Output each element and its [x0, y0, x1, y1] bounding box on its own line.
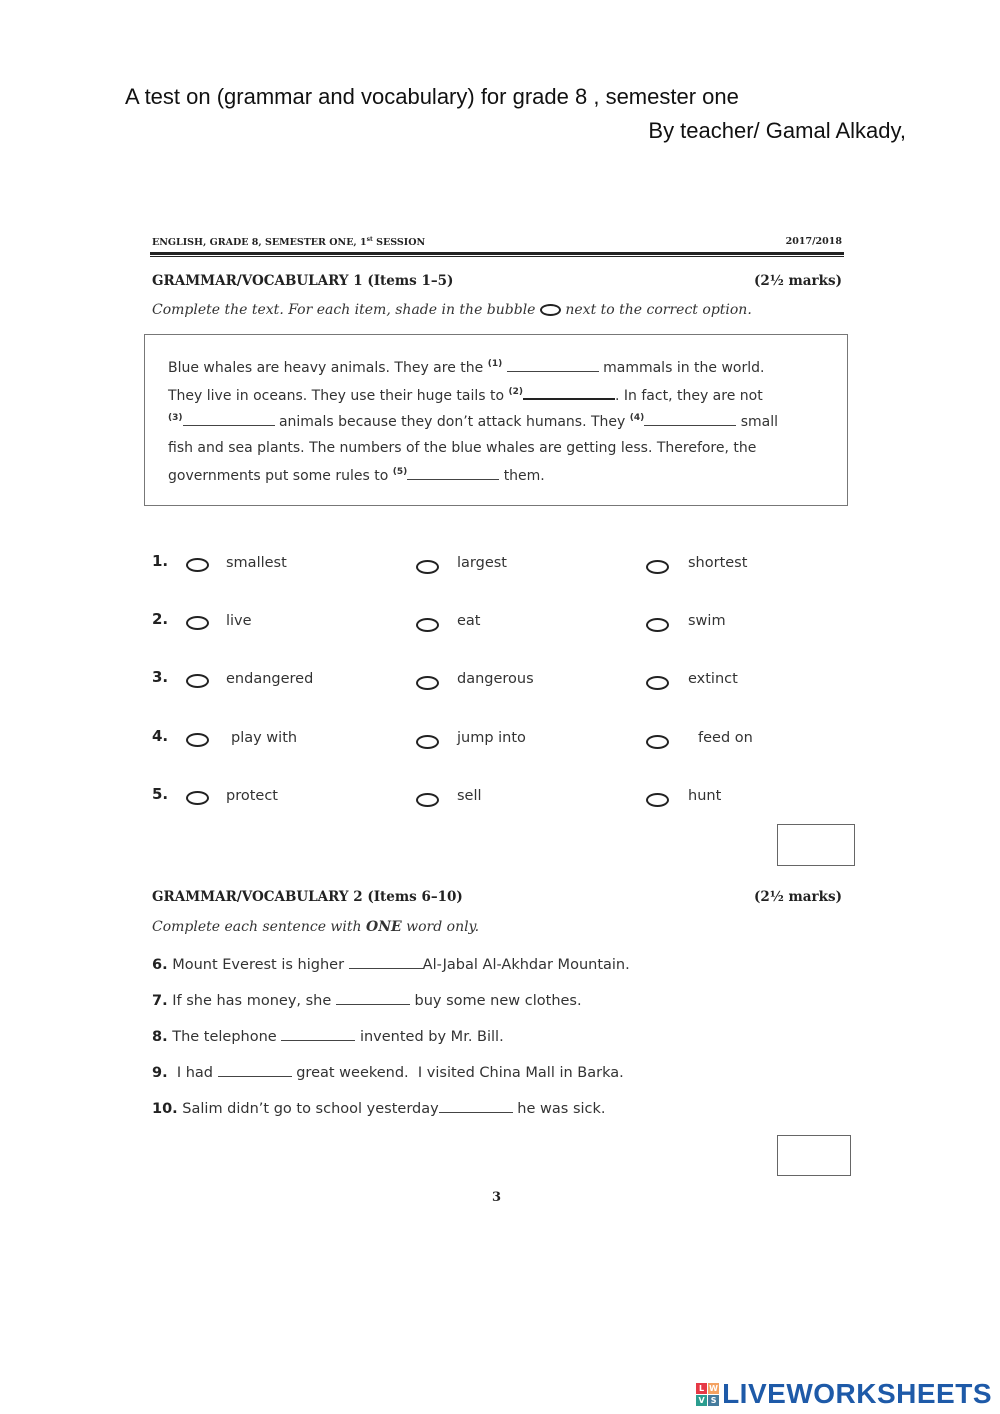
- answer-bubble[interactable]: [416, 793, 439, 807]
- logo-grid-icon: [696, 1383, 719, 1406]
- answer-bubble[interactable]: [186, 674, 209, 688]
- sentence-item: [152, 1028, 504, 1045]
- passage-text: animals because they don’t attack humans. They: [278, 414, 626, 430]
- passage-line-4: fish and sea plants. The numbers of the blue whales are getting less. Therefore, the: [168, 440, 757, 456]
- instruction-text-c: word only.: [401, 919, 480, 935]
- answer-option-label: hunt: [688, 788, 722, 804]
- passage-text: small: [740, 414, 779, 430]
- answer-option-label: largest: [457, 555, 507, 571]
- answer-option-label: play with: [231, 730, 298, 746]
- passage-line-3: [168, 413, 778, 430]
- liveworksheets-logo: [696, 1378, 992, 1410]
- answer-option-label: smallest: [226, 555, 287, 571]
- passage-text: . In fact, they are not: [615, 388, 763, 404]
- passage-line-2: [168, 386, 763, 404]
- blank-2[interactable]: [523, 386, 615, 400]
- blank-1[interactable]: [507, 359, 599, 372]
- blank-number-1: (1): [487, 359, 503, 369]
- exam-header-year: 2017/2018: [785, 236, 842, 247]
- passage-text: They live in oceans. They use their huge tails to: [168, 388, 505, 404]
- page-title: A test on (grammar and vocabulary) for grade 8 , semester one: [125, 84, 739, 109]
- logo-square: S: [708, 1395, 719, 1406]
- answer-option-label: protect: [226, 788, 278, 804]
- logo-square: W: [709, 1383, 718, 1393]
- section2-marks: (2½ marks): [753, 889, 842, 905]
- sentence-blank[interactable]: [281, 1028, 355, 1041]
- passage-text: governments put some rules to: [168, 468, 389, 484]
- answer-option-label: sell: [457, 788, 482, 804]
- header-rule-thin: [150, 256, 844, 257]
- section1-marks: (2½ marks): [753, 273, 842, 289]
- blank-number-4: (4): [629, 413, 645, 423]
- question-number: 2.: [152, 610, 169, 628]
- blank-number-3: (3): [168, 413, 183, 423]
- blank-number-5: (5): [392, 467, 408, 477]
- answer-bubble[interactable]: [646, 735, 669, 749]
- answer-bubble[interactable]: [416, 735, 439, 749]
- passage-line-1: [168, 359, 764, 376]
- answer-bubble[interactable]: [416, 560, 439, 574]
- answer-bubble[interactable]: [646, 618, 669, 632]
- sentence-text-before: Salim didn’t go to school yesterday: [177, 1101, 439, 1117]
- question-number: 3.: [152, 668, 169, 686]
- question-number: 5.: [152, 785, 169, 803]
- logo-square: L: [696, 1383, 707, 1394]
- sentence-text-after: invented by Mr. Bill.: [355, 1029, 504, 1045]
- blank-number-2: (2): [508, 387, 524, 397]
- passage-line-5: [168, 467, 545, 484]
- instruction-text-a: Complete each sentence with: [152, 919, 366, 935]
- passage-text: mammals in the world.: [603, 360, 765, 376]
- answer-bubble[interactable]: [646, 793, 669, 807]
- question-number: 4.: [152, 727, 169, 745]
- logo-square: V: [696, 1395, 707, 1406]
- answer-bubble[interactable]: [416, 618, 439, 632]
- sentence-number: 8.: [152, 1029, 168, 1045]
- answer-option-label: live: [226, 613, 252, 629]
- answer-option-label: extinct: [688, 671, 738, 687]
- answer-bubble[interactable]: [646, 560, 669, 574]
- answer-option-label: shortest: [688, 555, 748, 571]
- sentence-text-before: The telephone: [167, 1029, 282, 1045]
- blank-4[interactable]: [644, 413, 736, 426]
- sentence-item: [152, 1064, 624, 1081]
- instruction-text-b: next to the correct option.: [565, 302, 752, 318]
- blank-5[interactable]: [407, 467, 499, 480]
- score-box-2[interactable]: [777, 1135, 851, 1176]
- sentence-text-before: I had: [167, 1065, 218, 1081]
- sentence-blank[interactable]: [349, 956, 423, 969]
- answer-option-label: dangerous: [457, 671, 534, 687]
- answer-option-label: feed on: [698, 730, 753, 746]
- passage-box: [144, 334, 848, 506]
- answer-option-label: endangered: [226, 671, 314, 687]
- score-box-1[interactable]: [777, 824, 855, 866]
- sentence-text-after: Al-Jabal Al-Akhdar Mountain.: [422, 957, 630, 973]
- question-number: 1.: [152, 552, 169, 570]
- answer-bubble[interactable]: [186, 558, 209, 572]
- sentence-text-after: he was sick.: [512, 1101, 606, 1117]
- sentence-text-after: buy some new clothes.: [409, 993, 582, 1009]
- sentence-item: [152, 992, 582, 1009]
- sentence-number: 10.: [152, 1101, 178, 1117]
- answer-bubble[interactable]: [186, 616, 209, 630]
- sentence-blank[interactable]: [336, 992, 410, 1005]
- sentence-text-after: great weekend. I visited China Mall in Barka.: [291, 1065, 624, 1081]
- sentence-item: [152, 1100, 606, 1117]
- sentence-text-before: If she has money, she: [167, 993, 336, 1009]
- answer-option-label: eat: [457, 613, 481, 629]
- instruction-emphasis: ONE: [366, 919, 402, 935]
- section2-instruction: [152, 919, 479, 935]
- answer-option-label: jump into: [457, 730, 526, 746]
- sentence-number: 6.: [152, 957, 168, 973]
- answer-bubble[interactable]: [186, 733, 209, 747]
- answer-bubble[interactable]: [646, 676, 669, 690]
- answer-option-label: swim: [688, 613, 726, 629]
- blank-3[interactable]: [183, 413, 275, 426]
- header-rule: [150, 252, 844, 255]
- logo-text: LIVEWORKSHEETS: [722, 1378, 992, 1409]
- section2-title: GRAMMAR/VOCABULARY 2 (Items 6–10): [152, 889, 463, 905]
- sentence-number: 7.: [152, 993, 168, 1009]
- page-number: 3: [492, 1190, 502, 1205]
- exam-header: [152, 236, 842, 252]
- exam-header-left: ENGLISH, GRADE 8, SEMESTER ONE, 1st SESSION: [152, 236, 426, 249]
- section1-title: GRAMMAR/VOCABULARY 1 (Items 1–5): [152, 273, 454, 289]
- sentence-blank[interactable]: [439, 1100, 513, 1113]
- passage-text: Blue whales are heavy animals. They are the: [168, 360, 484, 376]
- instruction-text-a: Complete the text. For each item, shade in the bubble: [152, 302, 536, 318]
- passage-text: them.: [503, 468, 545, 484]
- sentence-blank[interactable]: [218, 1064, 292, 1077]
- answer-bubble[interactable]: [186, 791, 209, 805]
- bubble-icon: [540, 304, 561, 316]
- sentence-number: 9.: [152, 1065, 168, 1081]
- page-author: By teacher/ Gamal Alkady,: [648, 118, 906, 143]
- answer-bubble[interactable]: [416, 676, 439, 690]
- sentence-text-before: Mount Everest is higher: [167, 957, 349, 973]
- section1-instruction: [152, 302, 752, 318]
- sentence-item: [152, 956, 630, 973]
